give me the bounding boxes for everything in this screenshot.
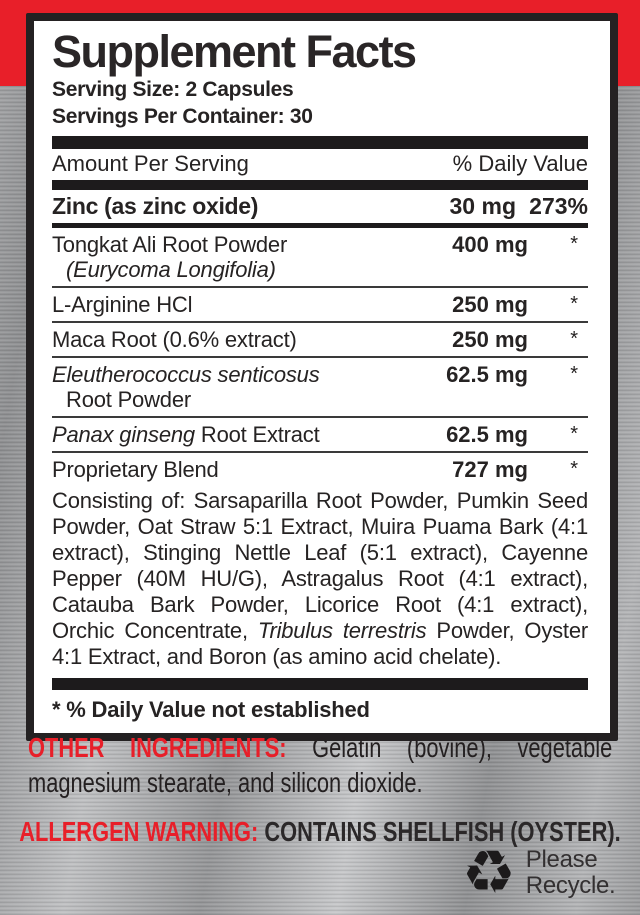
nutrient-row-maca <box>52 323 588 356</box>
nutrient-amount: 250 mg <box>452 292 528 317</box>
thick-separator-header <box>52 180 588 190</box>
nutrient-daily-value: * <box>570 363 578 385</box>
table-header <box>52 149 588 180</box>
servings-per-container: Servings Per Container: 30 <box>52 105 313 128</box>
nutrient-name: Proprietary Blend <box>52 457 219 482</box>
other-ingredients-text: Gelatin (bovine), vegetable magnesium stearate, and silicon dioxide. <box>28 732 613 798</box>
nutrient-amount: 30 mg <box>449 193 516 219</box>
nutrient-botanical-name: Eleutherococcus senticosus <box>52 362 320 387</box>
nutrient-daily-value: * <box>570 293 578 315</box>
header-amount-label: Amount Per Serving <box>52 151 249 176</box>
other-ingredients <box>28 730 612 800</box>
recycle-icon: ♻ <box>462 838 516 908</box>
nutrient-daily-value: * <box>570 233 578 255</box>
panel-title: Supplement Facts <box>52 26 416 77</box>
allergen-warning-label: ALLERGEN WARNING: <box>19 816 259 847</box>
supplement-facts-panel <box>26 13 618 741</box>
nutrient-row-proprietary-blend <box>52 453 588 486</box>
other-ingredients-label: OTHER INGREDIENTS: <box>28 732 287 763</box>
nutrient-name: L-Arginine HCl <box>52 292 193 317</box>
nutrient-daily-value: 273% <box>529 193 588 219</box>
nutrient-name: Root Extract <box>194 422 320 447</box>
nutrient-row-zinc <box>52 190 588 223</box>
nutrient-botanical-name: Panax ginseng <box>52 422 195 447</box>
nutrient-daily-value: * <box>570 458 578 480</box>
nutrient-name: Root Powder <box>66 387 191 412</box>
nutrient-botanical-name: (Eurycoma Longifolia) <box>66 257 276 282</box>
thick-separator-top <box>52 136 588 149</box>
nutrient-name: Tongkat Ali Root Powder <box>52 232 288 257</box>
nutrient-name: Maca Root (0.6% extract) <box>52 327 297 352</box>
botanical-name-inline: Tribulus terrestris <box>257 618 427 643</box>
nutrient-daily-value: * <box>570 328 578 350</box>
nutrient-daily-value: * <box>570 423 578 445</box>
nutrient-amount: 400 mg <box>452 232 528 257</box>
recycle-text-line2: Recycle. <box>525 872 616 899</box>
recycle-text-line1: Please <box>525 846 598 873</box>
nutrient-row-arginine <box>52 288 588 321</box>
nutrient-row-tongkat <box>52 228 588 286</box>
nutrient-amount: 250 mg <box>452 327 528 352</box>
nutrient-amount: 62.5 mg <box>446 362 528 387</box>
nutrient-name: Zinc (as zinc oxide) <box>52 193 259 219</box>
thick-separator-bottom <box>52 678 588 690</box>
allergen-warning-text: CONTAINS SHELLFISH (OYSTER). <box>264 816 621 847</box>
serving-size: Serving Size: 2 Capsules <box>52 78 294 101</box>
allergen-warning <box>0 816 640 848</box>
daily-value-footnote: * % Daily Value not established <box>52 697 370 722</box>
nutrient-row-eleuthero <box>52 358 588 416</box>
header-daily-value-label: % Daily Value <box>452 151 588 176</box>
blend-description: Consisting of: Sarsaparilla Root Powder, Pumkin Seed Powder, Oat Straw 5:1 Extract, Muira Puama Bark (4:1 extract), Stinging Nettle Leaf (5:1 extract), Cayenne Pepper (40M HU/G), Astragalus Root (4:1 extract), Catauba Bark Powder, Licorice Root (4:1 extract), Orchic Concentrate, Tribulus terrestris Powder, Oyster 4:1 Extract, and Boron (as amino acid chelate). <box>52 488 588 669</box>
nutrient-row-panax <box>52 418 588 451</box>
nutrient-amount: 62.5 mg <box>446 422 528 447</box>
recycle-note <box>462 838 616 908</box>
nutrient-amount: 727 mg <box>452 457 528 482</box>
